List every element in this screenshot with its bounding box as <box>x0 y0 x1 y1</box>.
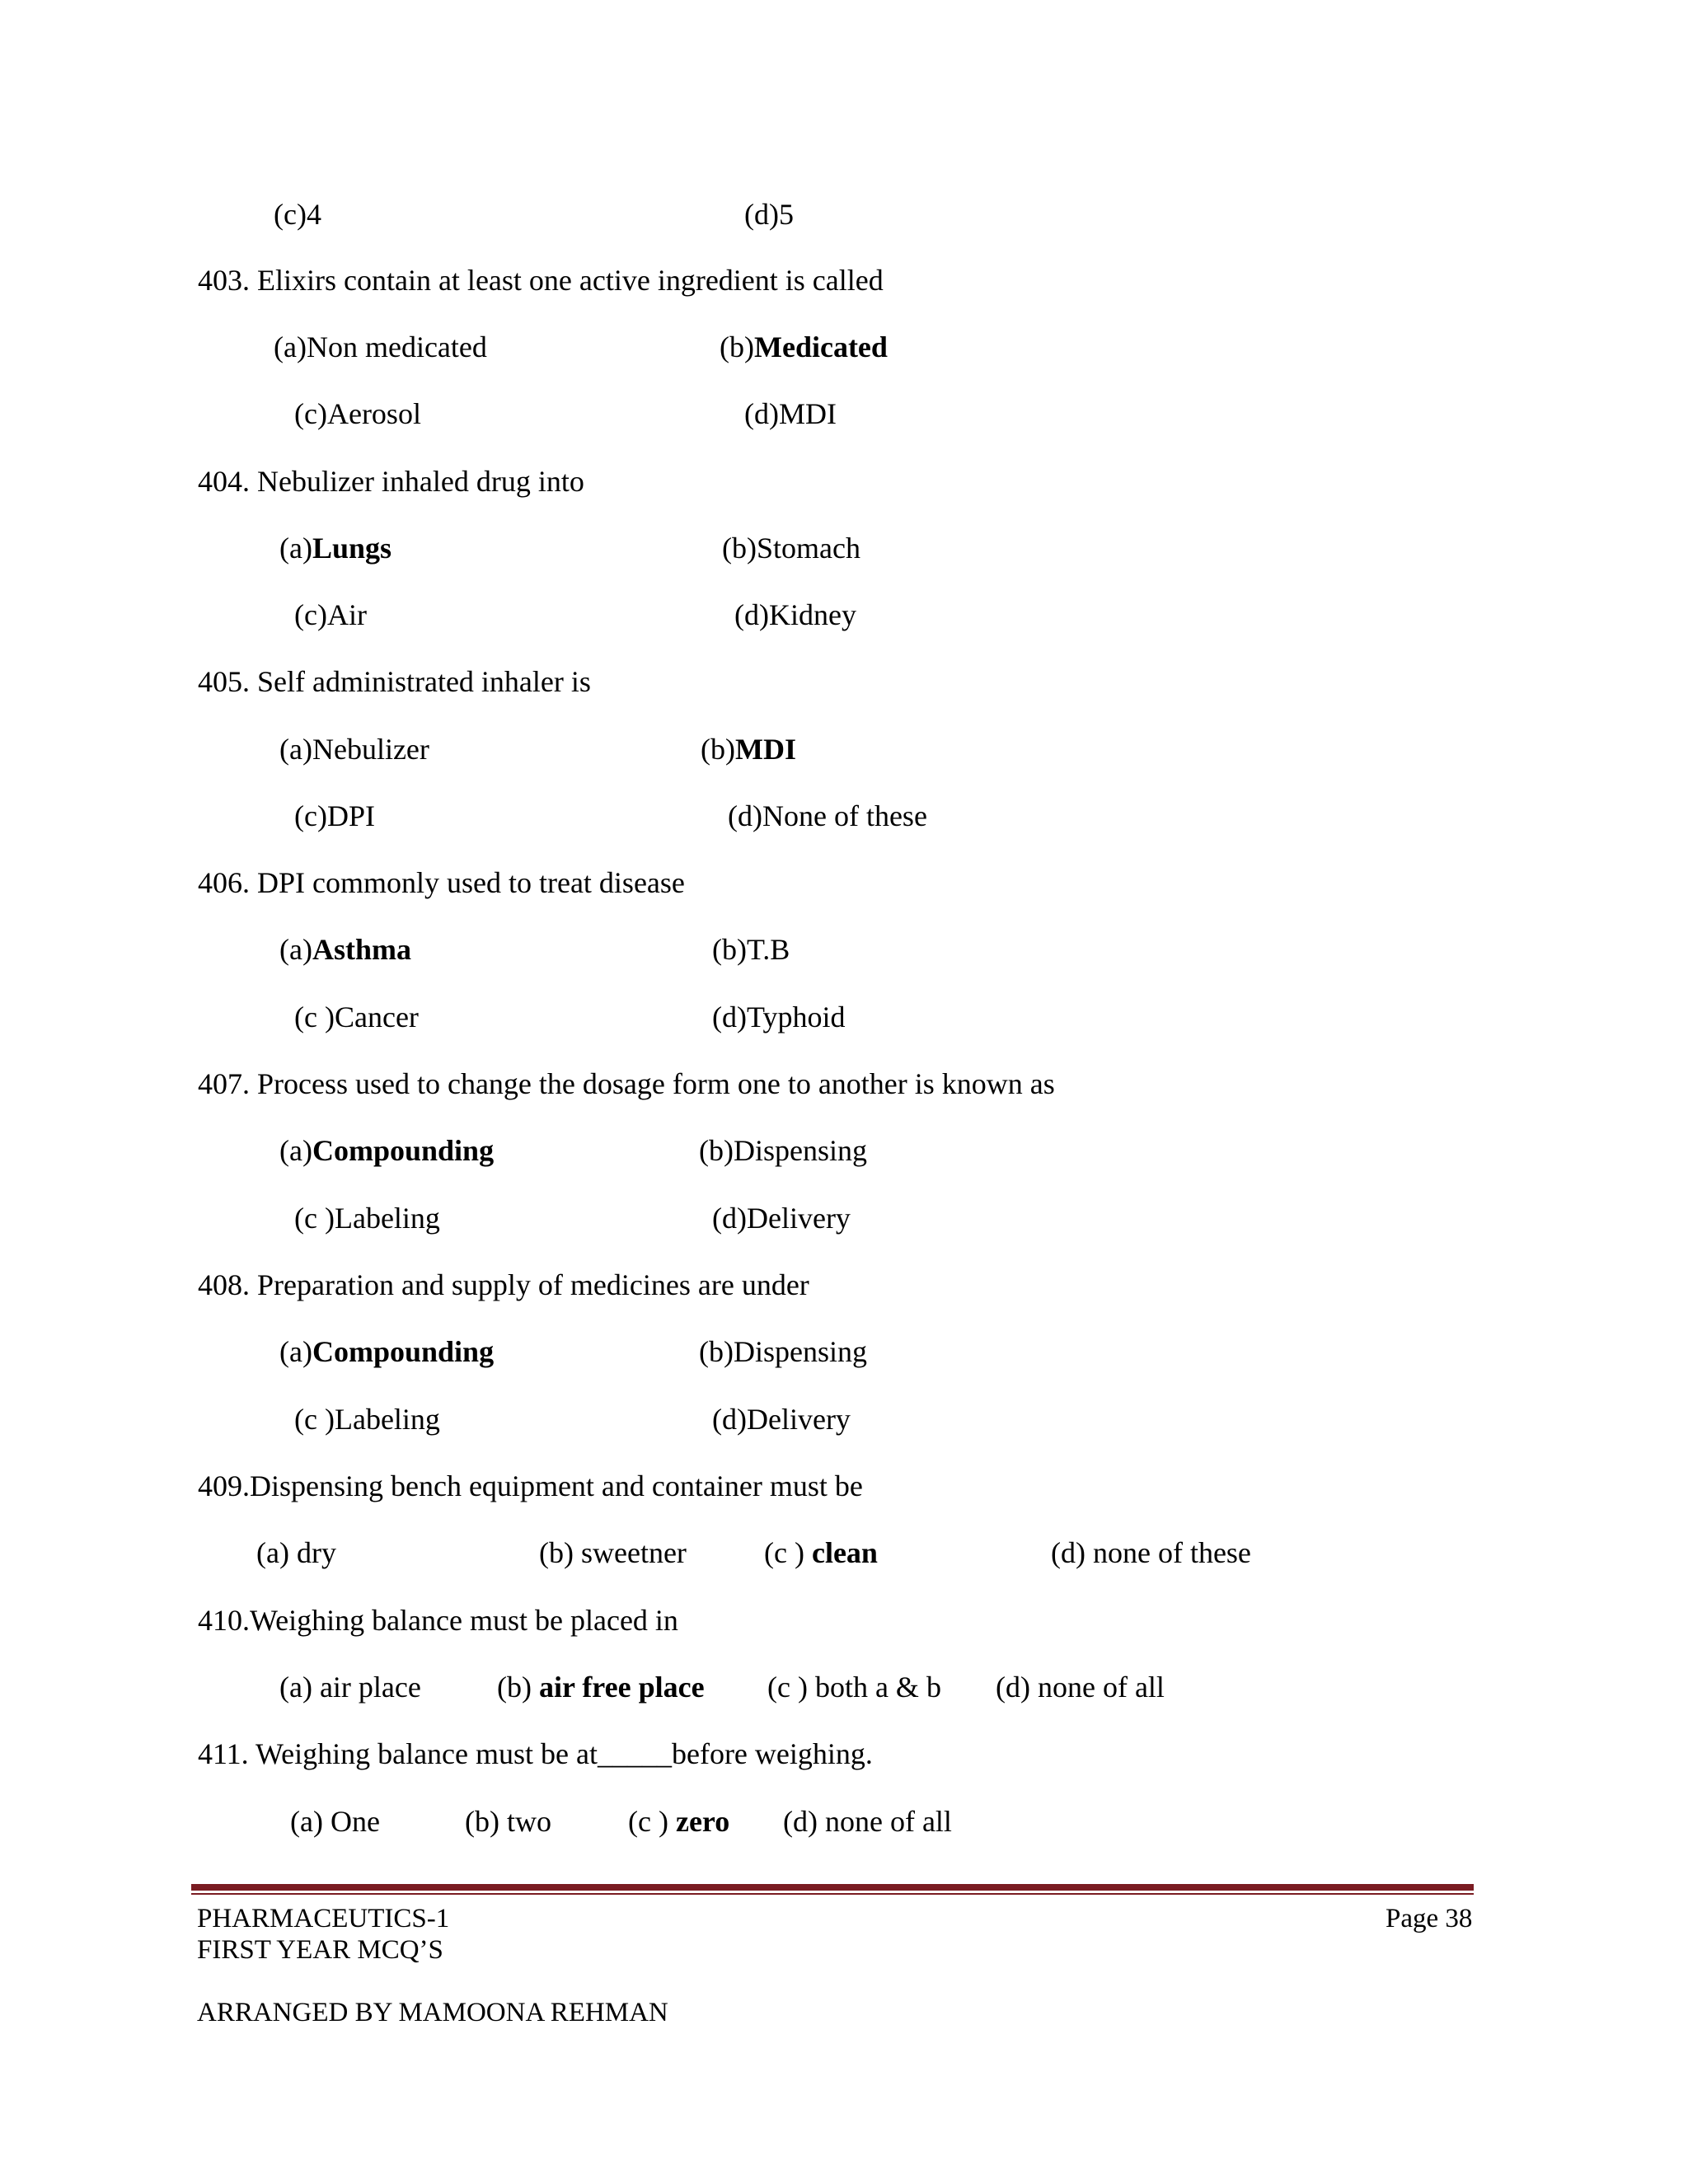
footer-rule-thin <box>191 1893 1474 1895</box>
line-text: Air <box>326 598 367 631</box>
line-prefix: (c ) both a & b <box>767 1671 941 1704</box>
line-prefix: (c) <box>274 198 307 231</box>
answer-option <box>294 397 421 430</box>
answer-option <box>628 1805 729 1838</box>
answer-option <box>783 1805 952 1838</box>
line-prefix: (d) none of all <box>996 1671 1165 1704</box>
question-text <box>198 1067 1055 1100</box>
correct-answer: Lungs <box>312 532 392 565</box>
line-text: Labeling <box>334 1202 440 1235</box>
line-prefix: (a) <box>279 733 312 766</box>
line-prefix: (c) <box>294 598 327 631</box>
question-text <box>198 1268 809 1301</box>
footer-page-number: Page 38 <box>1386 1904 1473 1933</box>
question-text <box>198 264 884 297</box>
line-prefix: (b) <box>712 933 747 966</box>
line-prefix: (c) <box>294 799 327 832</box>
line-prefix: (a) <box>279 1335 312 1368</box>
line-prefix: 406. DPI commonly used to treat disease <box>198 866 685 899</box>
line-text: Kidney <box>768 598 856 631</box>
line-prefix: (d) <box>744 397 779 430</box>
answer-option <box>274 330 487 363</box>
line-prefix: (c ) <box>628 1805 676 1838</box>
line-text: MDI <box>778 397 837 430</box>
line-prefix: (a) <box>279 933 312 966</box>
line-text: None of these <box>762 799 927 832</box>
answer-option <box>279 733 429 766</box>
footer-subject: PHARMACEUTICS-1 <box>197 1904 450 1933</box>
question-text <box>198 866 685 899</box>
line-prefix: (a) air place <box>279 1671 421 1704</box>
question-text <box>198 1604 678 1637</box>
line-prefix: (d) <box>712 1403 747 1436</box>
answer-option <box>712 933 790 966</box>
line-text: DPI <box>326 799 375 832</box>
answer-option <box>294 1202 440 1235</box>
line-prefix: 404. Nebulizer inhaled drug into <box>198 465 584 498</box>
line-prefix: (c ) <box>764 1536 812 1569</box>
answer-option <box>767 1671 941 1704</box>
answer-option <box>996 1671 1165 1704</box>
line-prefix: (b) <box>699 1335 734 1368</box>
line-prefix: 408. Preparation and supply of medicines are under <box>198 1268 809 1301</box>
line-prefix: (d) <box>734 598 769 631</box>
answer-option <box>744 397 837 430</box>
answer-option <box>279 1134 494 1167</box>
footer-arranged-by: ARRANGED BY MAMOONA REHMAN <box>197 1998 668 2027</box>
answer-option <box>279 1671 421 1704</box>
line-text: Delivery <box>746 1403 851 1436</box>
footer-year: FIRST YEAR MCQ’S <box>197 1935 443 1965</box>
answer-option <box>497 1671 705 1704</box>
question-text <box>198 665 591 698</box>
answer-option <box>294 799 375 832</box>
correct-answer: zero <box>675 1805 730 1838</box>
line-text: 5 <box>778 198 794 231</box>
line-text: Labeling <box>334 1403 440 1436</box>
line-prefix: (c) <box>294 397 327 430</box>
question-text <box>198 1469 863 1502</box>
line-prefix: 411. Weighing balance must be at_____before weighing. <box>198 1737 873 1770</box>
line-text: T.B <box>746 933 790 966</box>
line-prefix: (d) <box>712 1001 747 1033</box>
answer-option <box>728 799 927 832</box>
line-text: Nebulizer <box>312 733 429 766</box>
correct-answer: clean <box>811 1536 878 1569</box>
answer-option <box>290 1805 380 1838</box>
answer-option <box>734 598 856 631</box>
correct-answer: Compounding <box>312 1134 495 1167</box>
answer-option <box>712 1202 851 1235</box>
line-prefix: 410.Weighing balance must be placed in <box>198 1604 678 1637</box>
answer-option <box>279 933 411 966</box>
footer-rule <box>191 1884 1474 1891</box>
correct-answer: Asthma <box>312 933 411 966</box>
answer-option <box>279 1335 494 1368</box>
line-text: Stomach <box>756 532 860 565</box>
answer-option <box>294 1403 440 1436</box>
line-text: 4 <box>306 198 321 231</box>
line-prefix: (c ) <box>294 1202 335 1235</box>
answer-option <box>701 733 796 766</box>
answer-option <box>699 1335 867 1368</box>
line-prefix: (a) <box>274 330 307 363</box>
line-prefix: (b) <box>722 532 757 565</box>
line-prefix: (a) One <box>290 1805 380 1838</box>
answer-option <box>256 1536 336 1569</box>
answer-option <box>539 1536 687 1569</box>
line-text: Delivery <box>746 1202 851 1235</box>
line-prefix: (c ) <box>294 1001 335 1033</box>
correct-answer: MDI <box>734 733 796 766</box>
answer-option <box>764 1536 878 1569</box>
answer-option <box>279 532 392 565</box>
answer-option <box>294 1001 419 1033</box>
line-prefix: (d) none of all <box>783 1805 952 1838</box>
answer-option <box>712 1403 851 1436</box>
answer-option <box>274 198 321 231</box>
line-prefix: (b) <box>720 330 754 363</box>
answer-option <box>720 330 888 363</box>
correct-answer: Medicated <box>753 330 888 363</box>
line-prefix: (b) two <box>465 1805 551 1838</box>
line-prefix: 409.Dispensing bench equipment and container must be <box>198 1469 863 1502</box>
line-prefix: (a) dry <box>256 1536 336 1569</box>
answer-option <box>465 1805 551 1838</box>
line-prefix: (d) none of these <box>1051 1536 1251 1569</box>
question-text <box>198 465 584 498</box>
line-text: Dispensing <box>733 1335 867 1368</box>
question-text <box>198 1737 873 1770</box>
line-prefix: 405. Self administrated inhaler is <box>198 665 591 698</box>
answer-option <box>744 198 794 231</box>
line-prefix: (b) <box>497 1671 539 1704</box>
answer-option <box>1051 1536 1251 1569</box>
answer-option <box>699 1134 867 1167</box>
line-text: Non medicated <box>306 330 487 363</box>
line-prefix: (b) sweetner <box>539 1536 687 1569</box>
line-text: Cancer <box>334 1001 419 1033</box>
line-prefix: (c ) <box>294 1403 335 1436</box>
answer-option <box>712 1001 845 1033</box>
answer-option <box>722 532 860 565</box>
correct-answer: Compounding <box>312 1335 495 1368</box>
line-prefix: (b) <box>701 733 735 766</box>
line-prefix: 407. Process used to change the dosage form one to another is known as <box>198 1067 1055 1100</box>
line-text: Dispensing <box>733 1134 867 1167</box>
line-prefix: 403. Elixirs contain at least one active ingredient is called <box>198 264 884 297</box>
line-text: Aerosol <box>326 397 421 430</box>
line-prefix: (a) <box>279 532 312 565</box>
line-prefix: (d) <box>728 799 762 832</box>
correct-answer: air free place <box>538 1671 705 1704</box>
line-prefix: (b) <box>699 1134 734 1167</box>
line-prefix: (d) <box>712 1202 747 1235</box>
line-text: Typhoid <box>746 1001 846 1033</box>
line-prefix: (d) <box>744 198 779 231</box>
line-prefix: (a) <box>279 1134 312 1167</box>
answer-option <box>294 598 367 631</box>
